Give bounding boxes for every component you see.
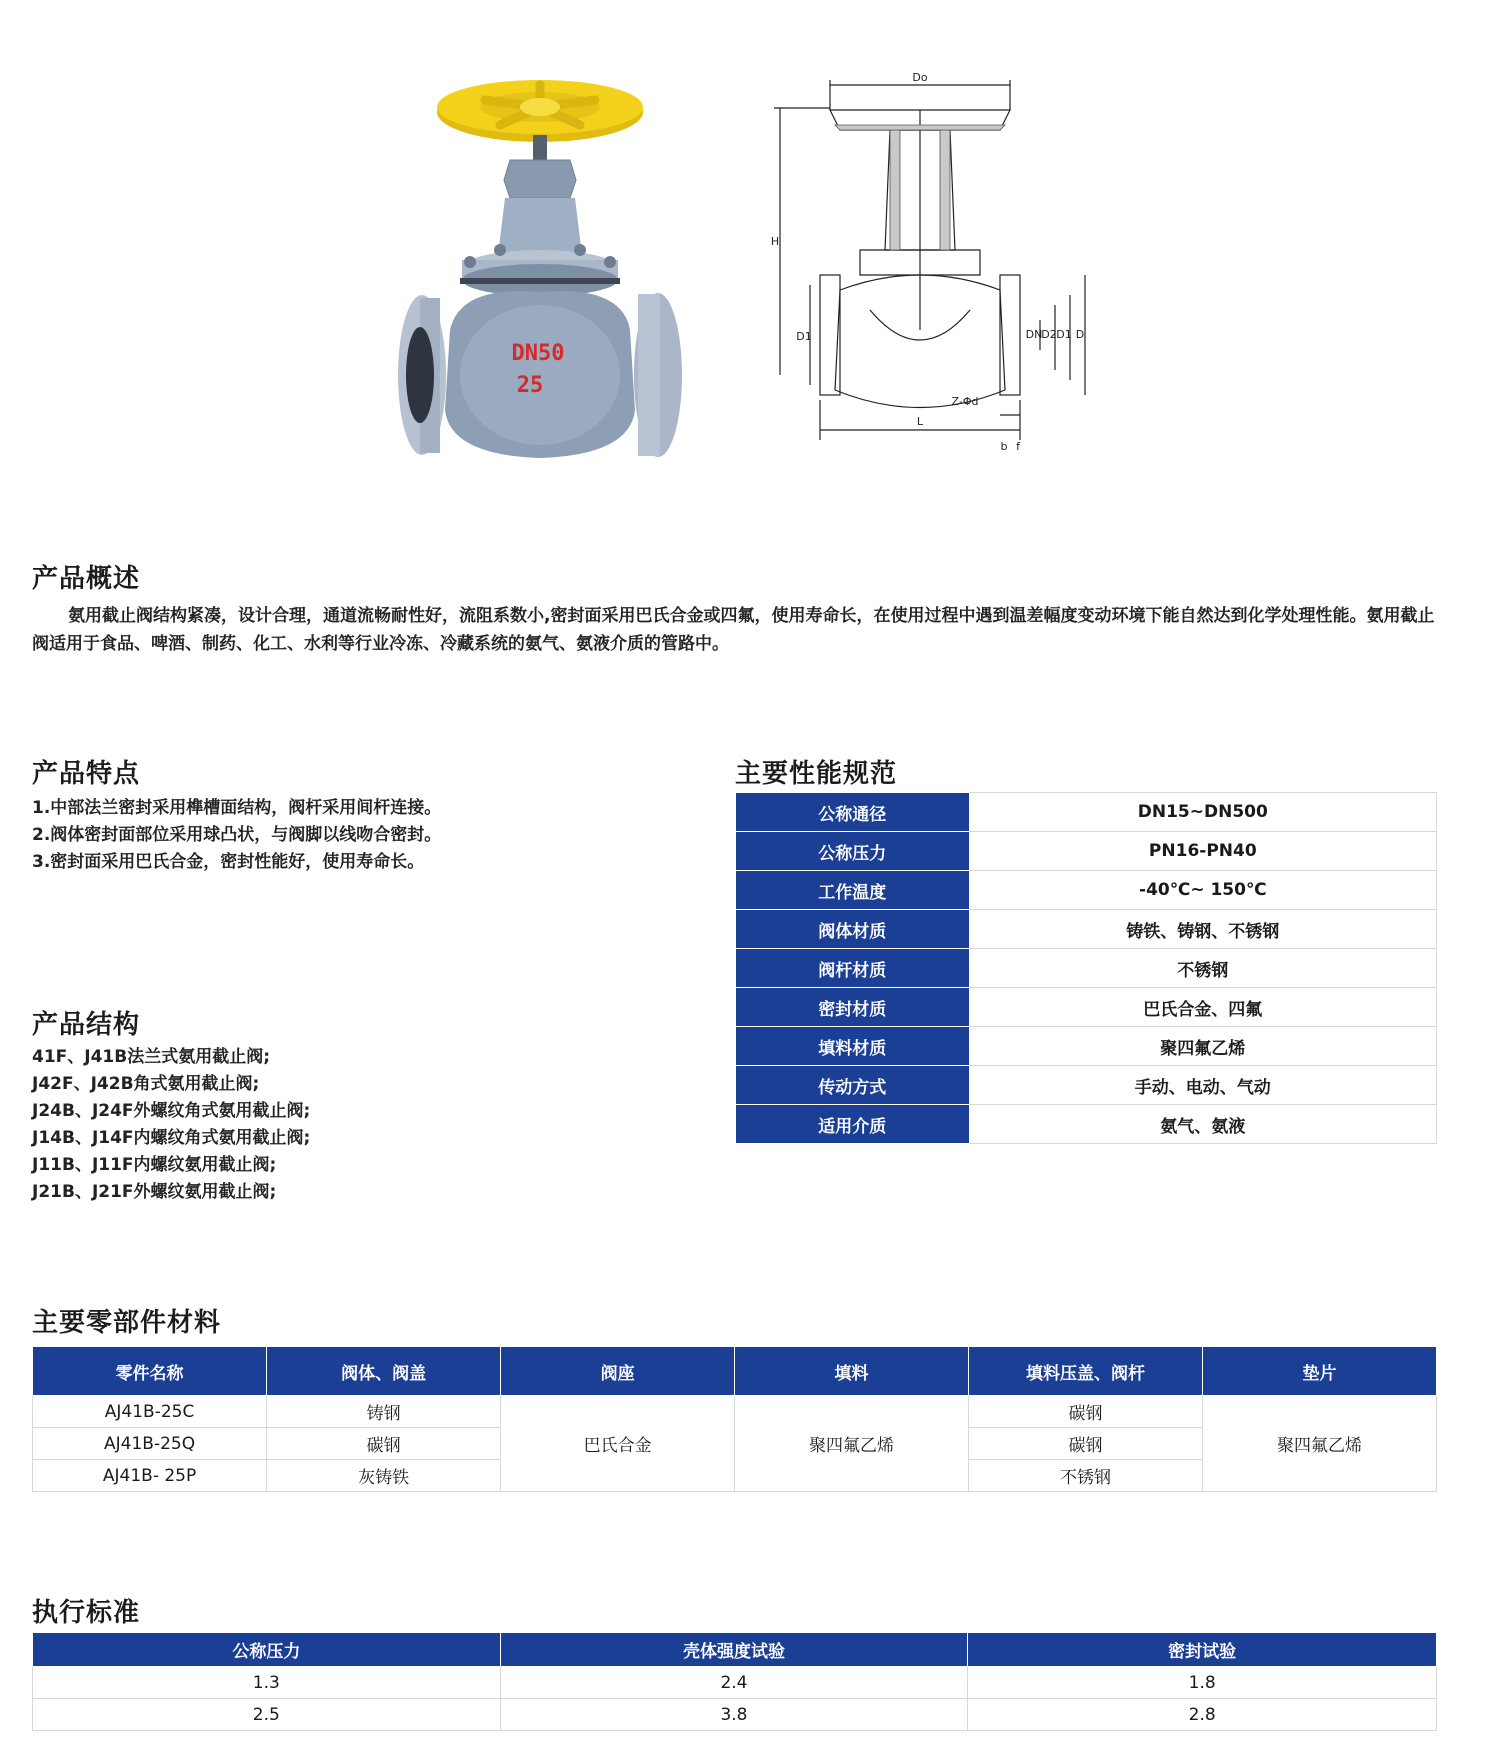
std-cell: 3.8 bbox=[500, 1699, 968, 1731]
spec-value: 聚四氟乙烯 bbox=[969, 1027, 1436, 1066]
spec-value: 氨气、氨液 bbox=[969, 1105, 1436, 1144]
feature-item: 1.中部法兰密封采用榫槽面结构，阀杆采用间杆连接。 bbox=[32, 798, 442, 818]
structure-item: J14B、J14F内螺纹角式氨用截止阀; bbox=[32, 1128, 311, 1148]
feature-item: 3.密封面采用巴氏合金，密封性能好，使用寿命长。 bbox=[32, 852, 425, 872]
table-row bbox=[736, 1027, 1437, 1066]
spec-value: 铸铁、铸钢、不锈钢 bbox=[969, 910, 1436, 949]
spec-key: 公称通径 bbox=[736, 793, 970, 832]
std-cell: 2.4 bbox=[500, 1667, 968, 1699]
table-row bbox=[33, 1699, 1437, 1731]
dim-f: f bbox=[1016, 440, 1020, 453]
specs-table bbox=[735, 792, 1437, 1144]
spec-key: 工作温度 bbox=[736, 871, 970, 910]
spec-key: 公称压力 bbox=[736, 832, 970, 871]
table-row bbox=[33, 1667, 1437, 1699]
col-header: 阀座 bbox=[501, 1347, 735, 1396]
table-row bbox=[736, 910, 1437, 949]
dim-l: L bbox=[916, 415, 924, 428]
col-header: 垫片 bbox=[1203, 1347, 1437, 1396]
col-header: 公称压力 bbox=[33, 1633, 501, 1667]
gland-cell: 碳钢 bbox=[969, 1396, 1203, 1428]
dim-h: H bbox=[770, 235, 780, 248]
dim-d1-right: D1 bbox=[1056, 328, 1072, 341]
dim-d: D bbox=[1075, 328, 1085, 341]
std-cell: 2.8 bbox=[968, 1699, 1437, 1731]
standards-table bbox=[32, 1632, 1437, 1731]
body-cell: 碳钢 bbox=[267, 1428, 501, 1460]
col-header: 零件名称 bbox=[33, 1347, 267, 1396]
structure-item: J11B、J11F内螺纹氨用截止阀; bbox=[32, 1155, 277, 1175]
dim-dn: DN bbox=[1025, 328, 1043, 341]
gasket-cell: 聚四氟乙烯 bbox=[1203, 1396, 1437, 1492]
spec-key: 传动方式 bbox=[736, 1066, 970, 1105]
valve-photo bbox=[390, 80, 690, 500]
features-list bbox=[32, 795, 441, 876]
table-row bbox=[736, 793, 1437, 832]
col-header: 阀体、阀盖 bbox=[267, 1347, 501, 1396]
std-cell: 1.3 bbox=[33, 1667, 501, 1699]
std-cell: 1.8 bbox=[968, 1667, 1437, 1699]
structure-title: 产品结构 bbox=[32, 1010, 141, 1040]
table-row bbox=[736, 988, 1437, 1027]
col-header: 壳体强度试验 bbox=[500, 1633, 968, 1667]
seat-cell: 巴氏合金 bbox=[501, 1396, 735, 1492]
model-cell: AJ41B-25Q bbox=[33, 1428, 267, 1460]
table-row bbox=[736, 832, 1437, 871]
structure-item: J42F、J42B角式氨用截止阀; bbox=[32, 1074, 260, 1094]
col-header: 填料 bbox=[735, 1347, 969, 1396]
overview-title: 产品概述 bbox=[32, 564, 141, 594]
spec-value: DN15~DN500 bbox=[969, 793, 1436, 832]
spec-key: 阀杆材质 bbox=[736, 949, 970, 988]
dim-b: b bbox=[1000, 440, 1008, 453]
standards-title: 执行标准 bbox=[32, 1598, 141, 1628]
photo-label-dn: DN50 bbox=[511, 341, 565, 366]
std-cell: 2.5 bbox=[33, 1699, 501, 1731]
structure-item: J24B、J24F外螺纹角式氨用截止阀; bbox=[32, 1101, 311, 1121]
table-row bbox=[736, 949, 1437, 988]
spec-value: 巴氏合金、四氟 bbox=[969, 988, 1436, 1027]
dim-d2: D2 bbox=[1041, 328, 1057, 341]
gland-cell: 碳钢 bbox=[969, 1428, 1203, 1460]
gland-cell: 不锈钢 bbox=[969, 1460, 1203, 1492]
model-cell: AJ41B- 25P bbox=[33, 1460, 267, 1492]
spec-key: 阀体材质 bbox=[736, 910, 970, 949]
features-title: 产品特点 bbox=[32, 759, 141, 789]
dim-d1-left: D1 bbox=[796, 330, 812, 343]
body-cell: 铸钢 bbox=[267, 1396, 501, 1428]
materials-title: 主要零部件材料 bbox=[32, 1308, 222, 1338]
spec-key: 密封材质 bbox=[736, 988, 970, 1027]
table-row bbox=[736, 871, 1437, 910]
spec-value: PN16-PN40 bbox=[969, 832, 1436, 871]
model-cell: AJ41B-25C bbox=[33, 1396, 267, 1428]
table-row bbox=[736, 1066, 1437, 1105]
specs-title: 主要性能规范 bbox=[735, 759, 898, 789]
dim-bolts: Z-Φd bbox=[951, 395, 979, 408]
structure-item: J21B、J21F外螺纹氨用截止阀; bbox=[32, 1182, 277, 1202]
valve-drawing bbox=[760, 70, 1130, 490]
body-cell: 灰铸铁 bbox=[267, 1460, 501, 1492]
structure-list bbox=[32, 1044, 310, 1206]
feature-item: 2.阀体密封面部位采用球凸状，与阀脚以线吻合密封。 bbox=[32, 825, 442, 845]
table-row bbox=[736, 1105, 1437, 1144]
spec-value: -40℃~ 150℃ bbox=[969, 871, 1436, 910]
photo-label-pn: 25 bbox=[516, 373, 544, 398]
packing-cell: 聚四氟乙烯 bbox=[735, 1396, 969, 1492]
spec-key: 适用介质 bbox=[736, 1105, 970, 1144]
dim-do: Do bbox=[912, 71, 928, 84]
spec-value: 不锈钢 bbox=[969, 949, 1436, 988]
overview-text: 氨用截止阀结构紧凑，设计合理，通道流畅耐性好，流阻系数小,密封面采用巴氏合金或四氟，使用寿命长，在使用过程中遇到温差幅度变动环境下能自然达到化学处理性能。氨用截止阀适用于食品、啤酒、制药、化工、水利等行业冷冻、冷藏系统的氨气、氨液介质的管路中。 bbox=[32, 606, 1435, 654]
col-header: 密封试验 bbox=[968, 1633, 1437, 1667]
materials-table bbox=[32, 1346, 1437, 1492]
structure-item: 41F、J41B法兰式氨用截止阀; bbox=[32, 1047, 271, 1067]
table-row bbox=[33, 1396, 1437, 1428]
spec-key: 填料材质 bbox=[736, 1027, 970, 1066]
col-header: 填料压盖、阀杆 bbox=[969, 1347, 1203, 1396]
spec-value: 手动、电动、气动 bbox=[969, 1066, 1436, 1105]
